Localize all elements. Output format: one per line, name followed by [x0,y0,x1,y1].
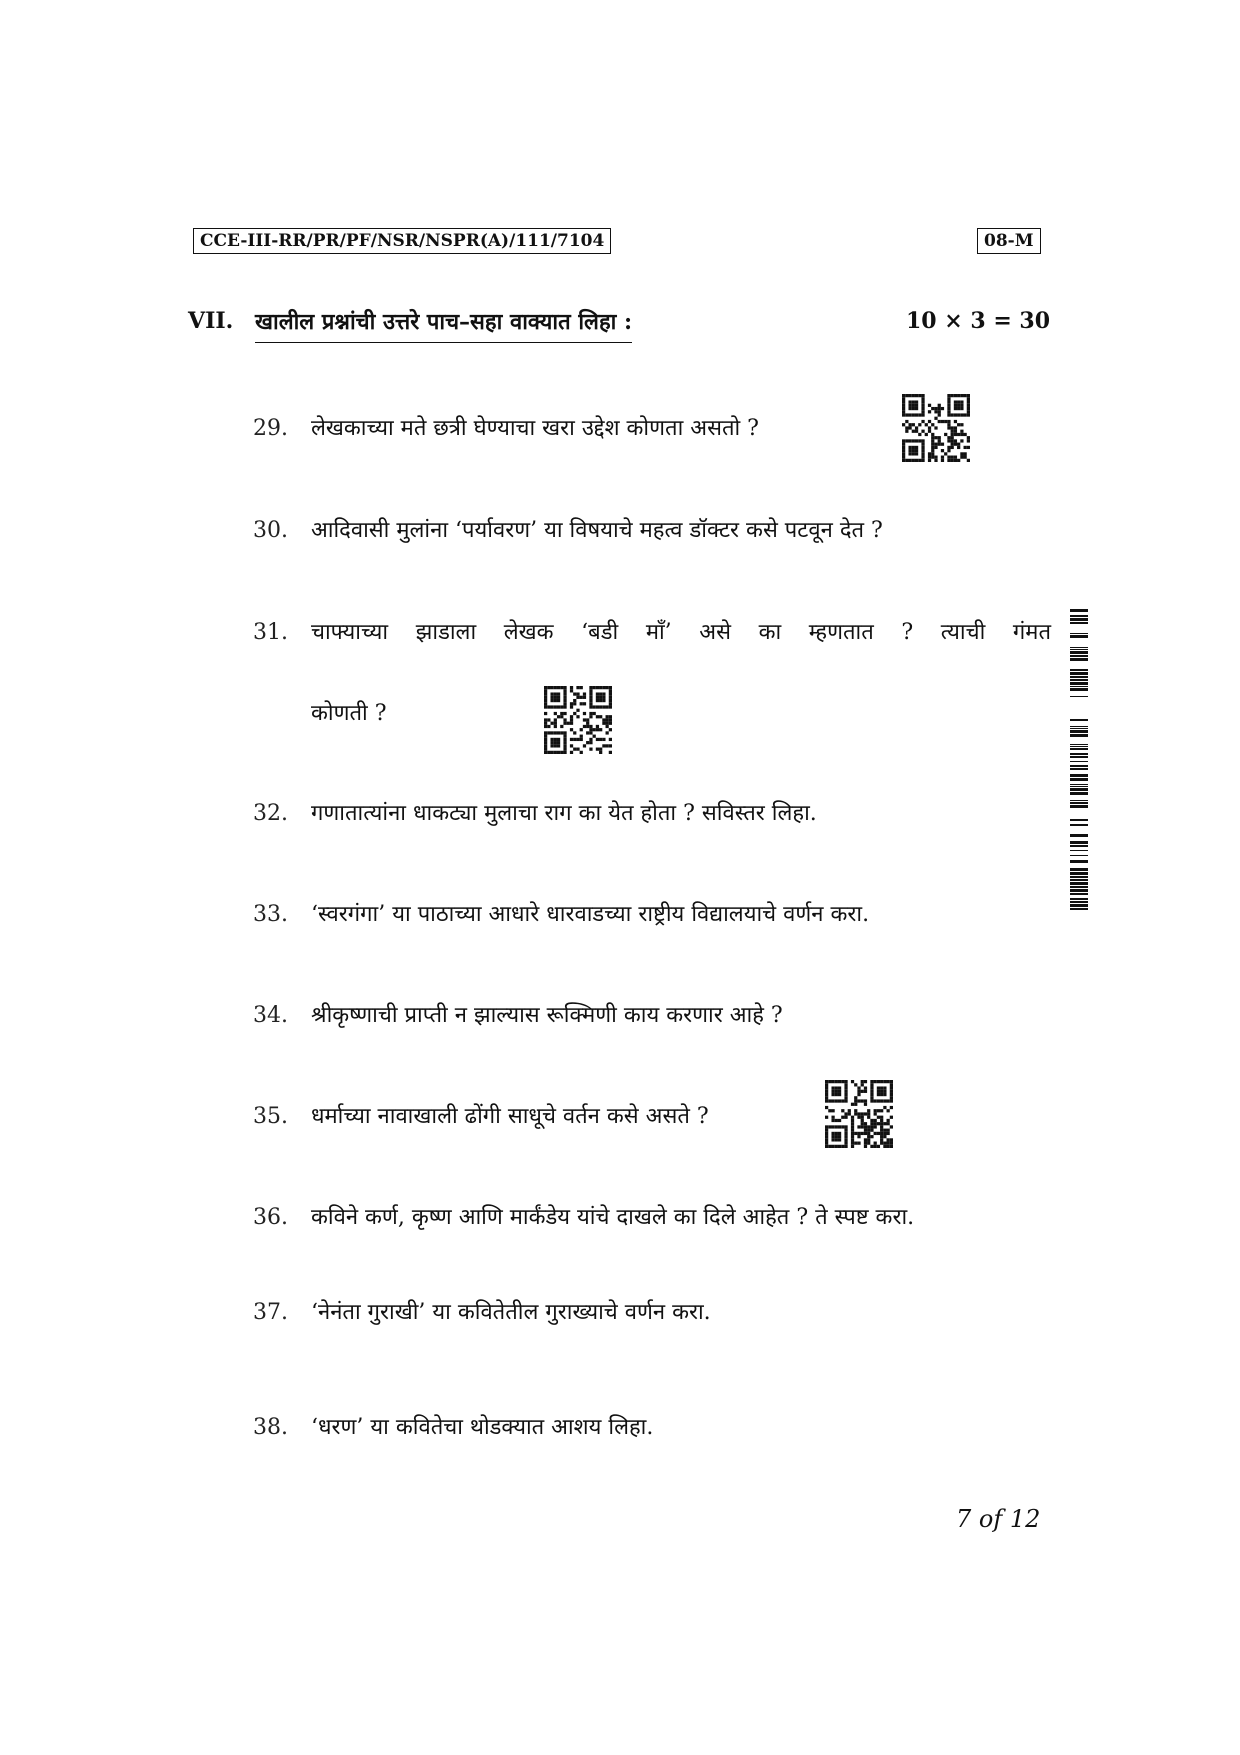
qr-code-icon [544,686,612,754]
question-text: धर्माच्या नावाखाली ढोंगी साधूचे वर्तन कसे असते ? [311,1104,709,1129]
question-number: 33. [253,902,288,927]
question-text: चाफ्याच्या झाडाला लेखक ‘बडी माँ’ असे का म्हणतात ? त्याची गंमत [311,620,1051,645]
barcode-icon [1070,596,1088,914]
question-number: 37. [253,1300,288,1325]
page-number: 7 of 12 [956,1505,1041,1533]
question-31 [253,616,1051,646]
question-text: कविने कर्ण, कृष्ण आणि मार्कंडेय यांचे दाखले का दिले आहेत ? ते स्पष्ट करा. [311,1205,915,1230]
question-36 [253,1201,914,1231]
qr-code-icon [825,1080,893,1148]
question-35 [253,1100,709,1130]
section-marks: 10 × 3 = 30 [906,308,1051,334]
question-30 [253,514,883,544]
section-number: VII. [188,308,234,334]
question-number: 35. [253,1104,288,1129]
question-text: आदिवासी मुलांना ‘पर्यावरण’ या विषयाचे महत्व डॉक्टर कसे पटवून देत ? [311,518,883,543]
question-text: ‘स्वरगंगा’ या पाठाच्या आधारे धारवाडच्या राष्ट्रीय विद्यालयाचे वर्णन करा. [311,902,870,927]
question-number: 38. [253,1415,288,1440]
paper-code: 08-M [977,228,1041,254]
question-number: 30. [253,518,288,543]
question-33 [253,898,869,928]
question-text: गणातात्यांना धाकट्या मुलाचा राग का येत होता ? सविस्तर लिहा. [311,801,817,826]
question-number: 34. [253,1003,288,1028]
question-32 [253,797,817,827]
question-29 [253,412,759,442]
question-text: ‘धरण’ या कवितेचा थोडक्यात आशय लिहा. [311,1415,654,1440]
question-31-continuation: कोणती ? [311,701,387,726]
exam-code: CCE-III-RR/PR/PF/NSR/NSPR(A)/111/7104 [193,228,611,254]
question-number: 32. [253,801,288,826]
question-text: लेखकाच्या मते छत्री घेण्याचा खरा उद्देश कोणता असतो ? [311,416,759,441]
question-37 [253,1296,711,1326]
section-title: खालील प्रश्नांची उत्तरे पाच–सहा वाक्यात लिहा : [255,306,632,343]
question-text: श्रीकृष्णाची प्राप्ती न झाल्यास रूक्मिणी काय करणार आहे ? [311,1003,783,1028]
question-34 [253,999,783,1029]
question-number: 36. [253,1205,288,1230]
question-number: 29. [253,416,288,441]
question-38 [253,1411,653,1441]
question-number: 31. [253,620,288,645]
qr-code-icon [902,394,970,462]
question-text: ‘नेनंता गुराखी’ या कवितेतील गुराख्याचे वर्णन करा. [311,1300,711,1325]
